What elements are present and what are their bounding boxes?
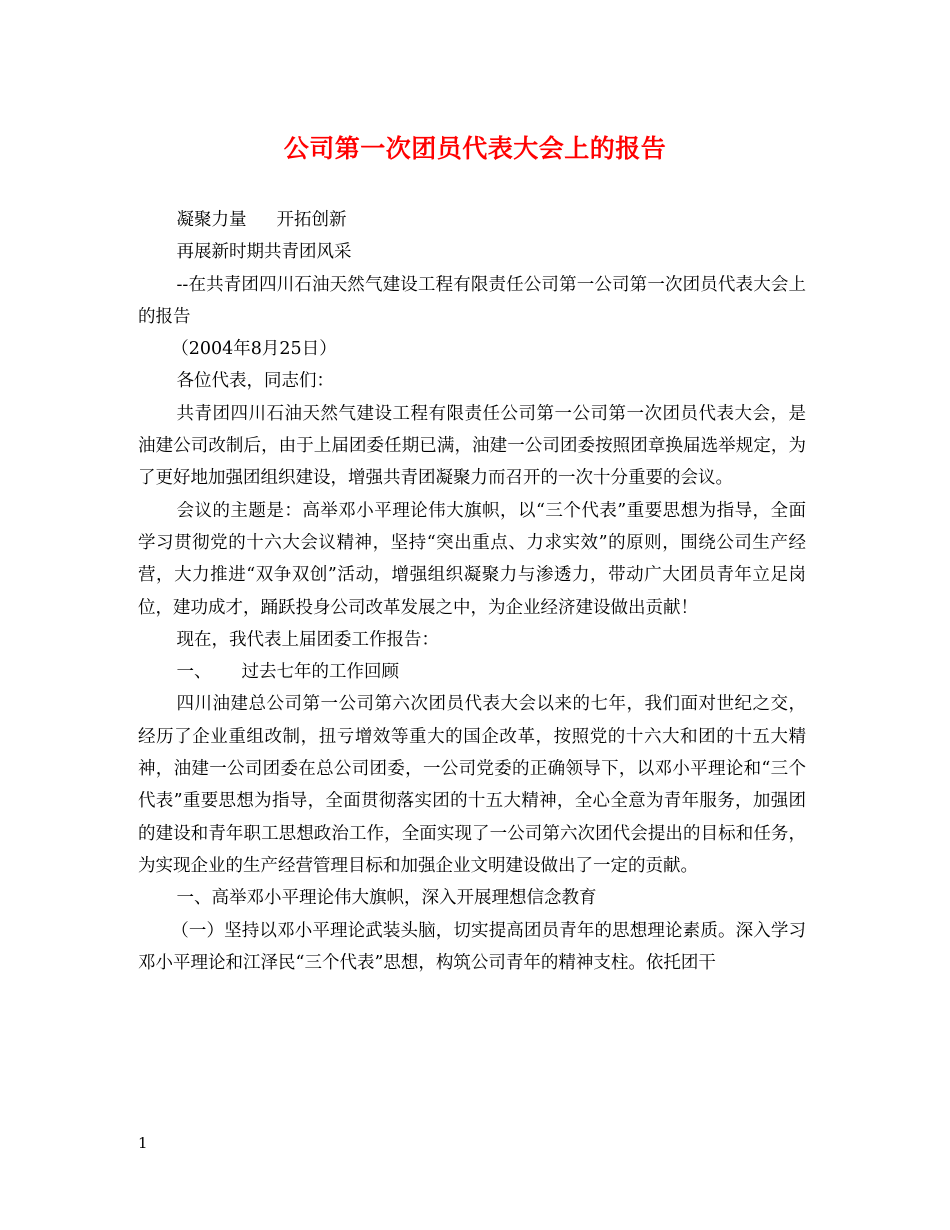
subsection-heading-1: 一、高举邓小平理论伟大旗帜，深入开展理想信念教育 <box>176 888 597 909</box>
document-title: 公司第一次团员代表大会上的报告 <box>283 134 667 163</box>
report-date: （2004年8月25日） <box>171 339 337 360</box>
subtitle-part-2: 开拓创新 <box>276 210 347 230</box>
subtitle-line-1 <box>138 204 806 236</box>
paragraph-review: 四川油建总公司第一公司第六次团员代表大会以来的七年，我们面对世纪之交，经历了企业重组改制，扭亏增效等重大的国企改革，按照党的十六大和团的十五大精神，油建一公司团委在总公司团委，一公司党委的正确领导下，以邓小平理论和“三个代表”重要思想为指导，全面贯彻落实团的十五大精神，全心全意为青年服务，加强团的建设和青年职工思想政治工作，全面实现了一公司第六次团代会提出的目标和任务，为实现企业的生产经营管理目标和加强企业文明建设做出了一定的贡献。 <box>138 694 806 876</box>
paragraph-report-start: 现在，我代表上届团委工作报告： <box>176 629 439 650</box>
document-body <box>138 204 806 979</box>
paragraph-subsection-1: （一）坚持以邓小平理论武装头脑，切实提高团员青年的思想理论素质。深入学习邓小平理论和江泽民“三个代表”思想，构筑公司青年的精神支柱。依托团干 <box>138 920 806 973</box>
section-title: 过去七年的工作回顾 <box>241 662 399 683</box>
paragraph-theme: 会议的主题是：高举邓小平理论伟大旗帜，以“三个代表”重要思想为指导，全面学习贯彻党的十六大会议精神，坚持“突出重点、力求实效”的原则，围绕公司生产经营，大力推进“双争双创”活动，增强组织凝聚力与渗透力，带动广大团员青年立足岗位，建功成才，踊跃投身公司改革发展之中，为企业经济建设做出贡献！ <box>138 500 806 618</box>
section-heading-1 <box>138 656 806 688</box>
paragraph-intro: 共青团四川石油天然气建设工程有限责任公司第一公司第一次团员代表大会，是油建公司改制后，由于上届团委任期已满，油建一公司团委按照团章换届选举规定，为了更好地加强团组织建设，增强共青团凝聚力而召开的一次十分重要的会议。 <box>138 403 806 489</box>
subtitle-part-1: 凝聚力量 <box>176 210 247 230</box>
page-number: 1 <box>138 1134 148 1152</box>
report-caption: --在共青团四川石油天然气建设工程有限责任公司第一公司第一次团员代表大会上的报告 <box>138 274 806 327</box>
salutation: 各位代表，同志们： <box>176 371 334 392</box>
subtitle-line-2: 再展新时期共青团风采 <box>176 242 352 263</box>
section-number: 一、 <box>176 662 212 683</box>
